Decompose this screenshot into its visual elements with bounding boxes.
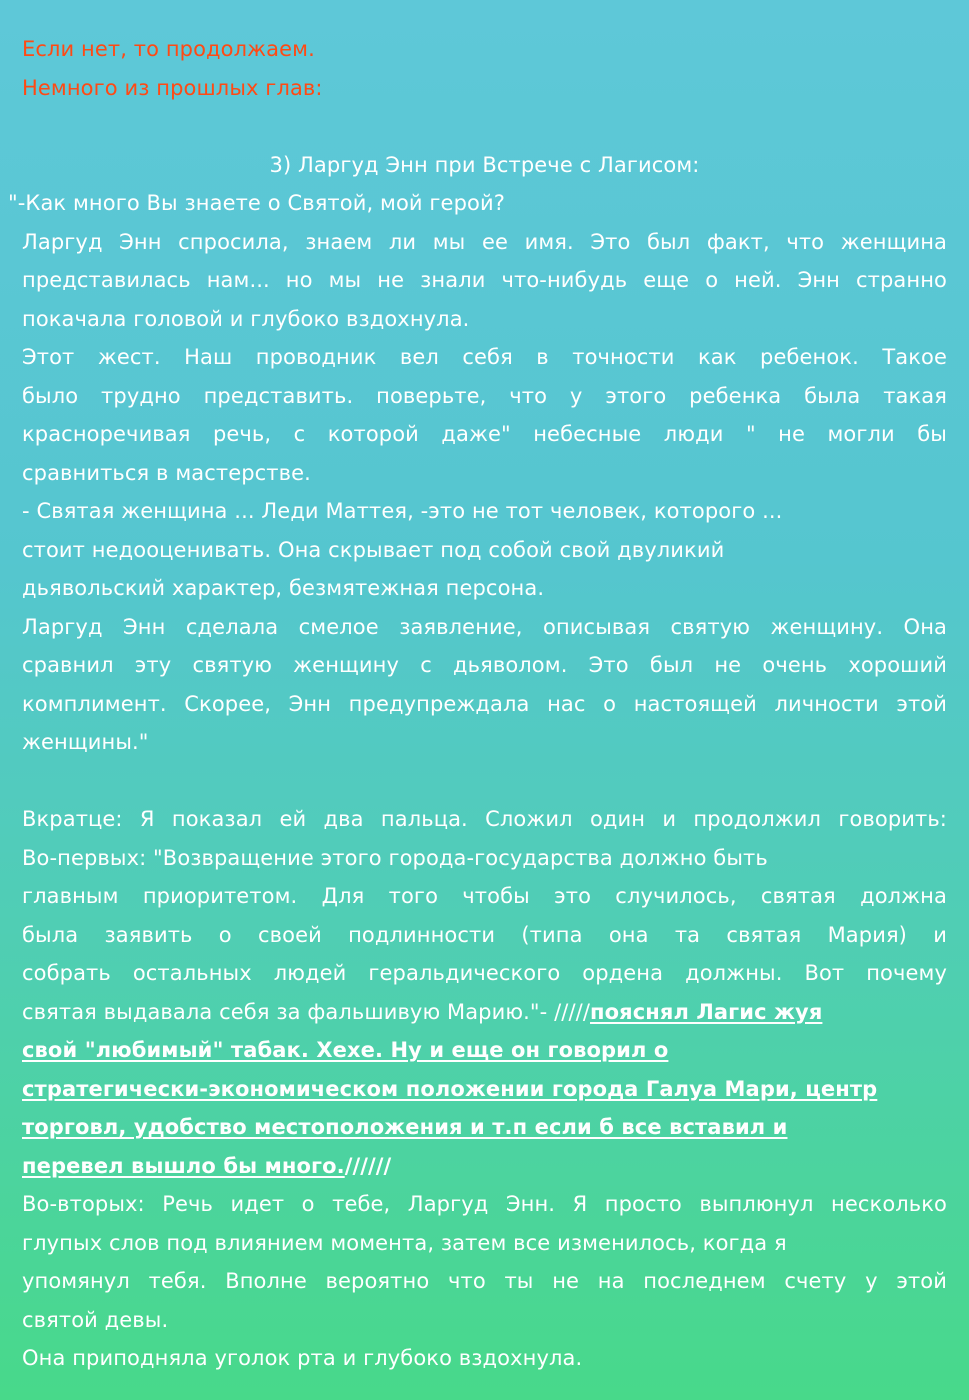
summary-line-4: была заявить о своей подлинности (типа она та святая Мария) и	[22, 922, 947, 947]
underlined-note: стратегически-экономическом положении города Галуа Мари, центр	[22, 1076, 878, 1101]
summary-line-6	[22, 993, 947, 1032]
spacer	[22, 107, 947, 146]
quote-line-5: Этот жест. Наш проводник вел себя в точности как ребенок. Такое	[22, 345, 947, 369]
summary-line-2: Во-первых: "Возвращение этого города-государства должно быть	[22, 845, 768, 870]
summary-line-10	[22, 1147, 947, 1186]
quote-line-8: сравниться в мастерстве.	[22, 460, 311, 485]
quote-line-15: женщины."	[22, 730, 149, 754]
underlined-note: пояснял Лагис жуя	[590, 999, 823, 1024]
quote-line-2: Ларгуд Энн спросила, знаем ли мы ее имя. Это был факт, что женщина	[22, 229, 947, 254]
section-heading: 3) Ларгуд Энн при Встрече с Лагисом:	[269, 152, 700, 177]
summary-line-7	[22, 1031, 947, 1070]
summary-line-8	[22, 1070, 947, 1109]
quote-line-6: было трудно представить. поверьте, что у этого ребенка была такая	[22, 383, 947, 408]
underlined-note: перевел вышло бы много.	[22, 1153, 345, 1178]
quote-line-3: представилась нам... но мы не знали что-нибудь еще о ней. Энн странно	[22, 268, 947, 292]
summary-line-6-text: святая выдавала себя за фальшивую Марию."- /////	[22, 999, 591, 1024]
underlined-note: свой "любимый" табак. Хехе. Ну и еще он говорил о	[22, 1038, 669, 1062]
quote-line-13: сравнил эту святую женщину с дьяволом. Это был не очень хороший	[22, 653, 947, 677]
summary-line-5: собрать остальных людей геральдического ордена должны. Вот почему	[22, 961, 947, 985]
spacer	[22, 762, 947, 801]
quote-line-12: Ларгуд Энн сделала смелое заявление, описывая святую женщину. Она	[22, 614, 947, 639]
summary-line-12: глупых слов под влиянием момента, затем все изменилось, когда я	[22, 1230, 787, 1255]
quote-line-1: "-Как много Вы знаете о Святой, мой герой?	[8, 191, 505, 215]
summary-line-14: святой девы.	[22, 1307, 169, 1332]
quote-line-14: комплимент. Скорее, Энн предупреждала нас о настоящей личности этой	[22, 691, 947, 716]
quote-line-11: дьявольский характер, безмятежная персона.	[22, 576, 545, 600]
document-page	[8, 30, 947, 1378]
quote-line-10: стоит недооценивать. Она скрывает под собой свой двуликий	[22, 537, 725, 562]
summary-line-1: Вкратце: Я показал ей два пальца. Сложил один и продолжил говорить:	[22, 807, 947, 831]
summary-line-3: главным приоритетом. Для того чтобы это случилось, святая должна	[22, 884, 947, 908]
summary-line-15: Она приподняла уголок рта и глубоко вздохнула.	[22, 1346, 583, 1370]
underlined-note: торговл, удобство местоположения и т.п если б все вставил и	[22, 1115, 788, 1139]
quote-line-7: красноречивая речь, с которой даже" небесные люди " не могли бы	[22, 422, 947, 446]
quote-line-9: - Святая женщина ... Леди Маттея, -это не тот человек, которого ...	[22, 499, 783, 523]
intro-line-2: Немного из прошлых глав:	[22, 75, 323, 100]
summary-line-10-text: //////	[344, 1153, 392, 1178]
summary-line-13: упомянул тебя. Вполне вероятно что ты не на последнем счету у этой	[22, 1269, 947, 1293]
quote-line-4: покачала головой и глубоко вздохнула.	[22, 306, 470, 331]
summary-line-11: Во-вторых: Речь идет о тебе, Ларгуд Энн. Я просто выплюнул несколько	[22, 1192, 947, 1216]
intro-line-1: Если нет, то продолжаем.	[22, 37, 315, 61]
summary-line-9	[22, 1108, 947, 1147]
